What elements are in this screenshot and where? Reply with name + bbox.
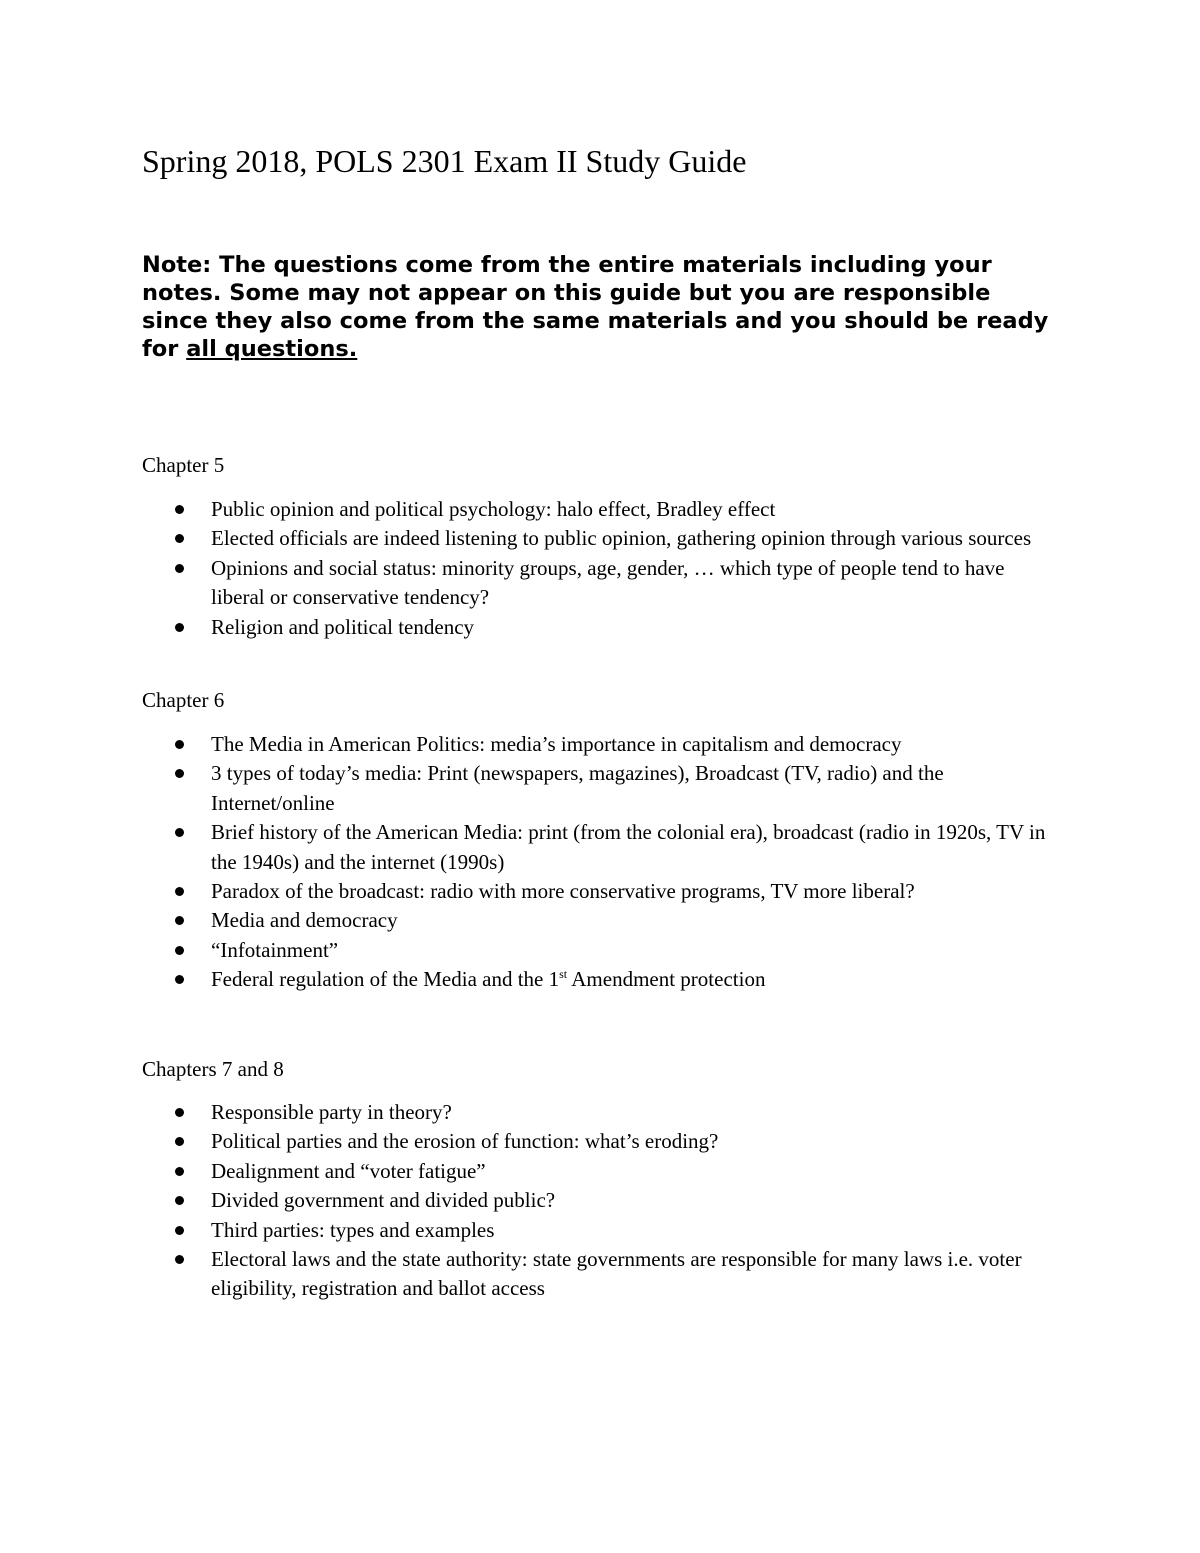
chapter-6-list xyxy=(0,730,1080,995)
bullet-icon xyxy=(175,1226,184,1235)
list-item: Political parties and the erosion of function: what’s eroding? xyxy=(0,1127,1061,1156)
bullet-icon xyxy=(175,740,184,749)
list-item: Brief history of the American Media: print (from the colonial era), broadcast (radio in 1920s, TV in the 1940s) and the internet (1990s) xyxy=(0,818,1061,877)
bullet-icon xyxy=(175,564,184,573)
list-item: 3 types of today’s media: Print (newspapers, magazines), Broadcast (TV, radio) and the Internet/online xyxy=(0,759,1061,818)
section-heading-chapter-6: Chapter 6 xyxy=(142,688,225,712)
chapters-7-8-list xyxy=(0,1098,1080,1304)
bullet-icon xyxy=(175,1255,184,1264)
list-item: Public opinion and political psychology: halo effect, Bradley effect xyxy=(0,495,1061,524)
bullet-icon xyxy=(175,1167,184,1176)
list-item: Responsible party in theory? xyxy=(0,1098,1061,1127)
list-item: Media and democracy xyxy=(0,906,1061,935)
bullet-icon xyxy=(175,623,184,632)
bullet-icon xyxy=(175,769,184,778)
list-item: The Media in American Politics: media’s importance in capitalism and democracy xyxy=(0,730,1061,759)
bullet-icon xyxy=(175,916,184,925)
bullet-icon xyxy=(175,828,184,837)
bullet-icon xyxy=(175,534,184,543)
list-item: Federal regulation of the Media and the 1st Amendment protection xyxy=(0,965,1061,994)
note-paragraph xyxy=(142,251,1062,363)
section-heading-chapters-7-and-8: Chapters 7 and 8 xyxy=(142,1057,284,1081)
bullet-icon xyxy=(175,505,184,514)
list-item: Paradox of the broadcast: radio with more conservative programs, TV more liberal? xyxy=(0,877,1061,906)
list-item: Dealignment and “voter fatigue” xyxy=(0,1157,1061,1186)
bullet-icon xyxy=(175,887,184,896)
note-text: Note: The questions come from the entire materials including your notes. Some may not appear on this guide but you are responsible since they also come from the same materials and you should be ready for xyxy=(142,252,1049,362)
list-item: Third parties: types and examples xyxy=(0,1216,1061,1245)
list-item: Opinions and social status: minority groups, age, gender, … which type of people tend to have liberal or conservative tendency? xyxy=(0,554,1061,613)
list-item: Electoral laws and the state authority: state governments are responsible for many laws i.e. voter eligibility, registration and ballot access xyxy=(0,1245,1061,1304)
bullet-icon xyxy=(175,1137,184,1146)
bullet-icon xyxy=(175,975,184,984)
list-item: “Infotainment” xyxy=(0,936,1061,965)
bullet-icon xyxy=(175,1196,184,1205)
section-heading-chapter-5: Chapter 5 xyxy=(142,453,225,477)
list-item: Elected officials are indeed listening to public opinion, gathering opinion through various sources xyxy=(0,524,1061,553)
note-underlined-text: all questions. xyxy=(186,336,358,362)
page-title: Spring 2018, POLS 2301 Exam II Study Guide xyxy=(142,143,747,179)
list-item: Religion and political tendency xyxy=(0,613,1061,642)
chapter-5-list xyxy=(0,495,1080,642)
bullet-icon xyxy=(175,1108,184,1117)
bullet-icon xyxy=(175,946,184,955)
list-item: Divided government and divided public? xyxy=(0,1186,1061,1215)
